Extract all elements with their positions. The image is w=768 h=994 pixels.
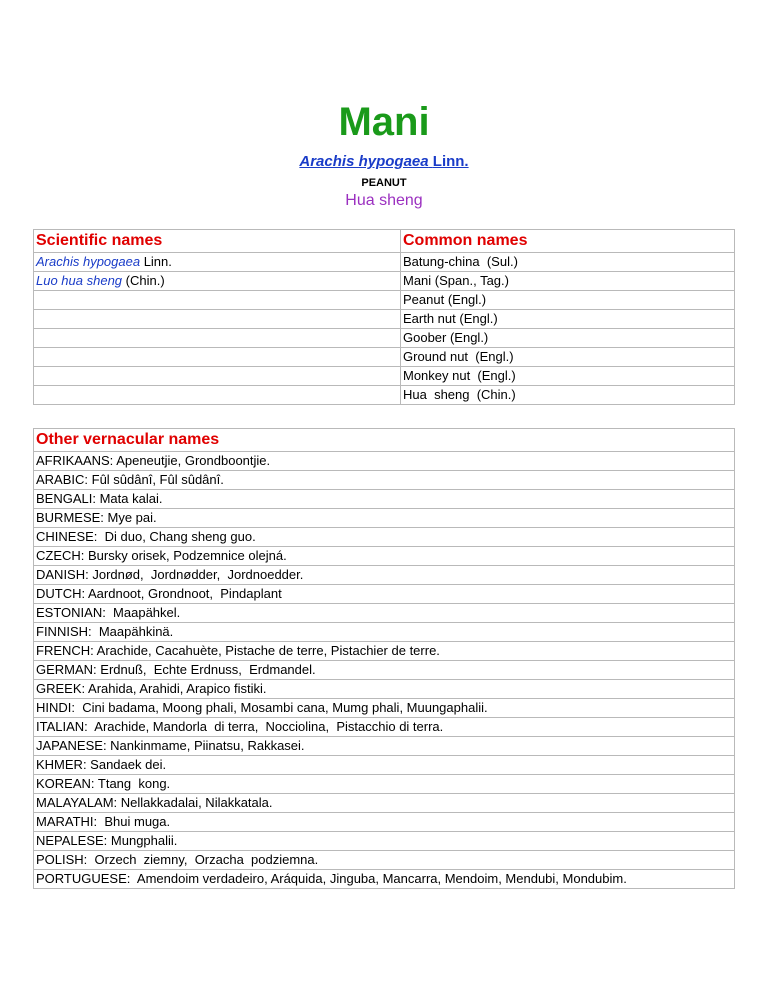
vernacular-header-row — [34, 429, 735, 452]
vernacular-entry: ITALIAN: Arachide, Mandorla di terra, Nocciolina, Pistacchio di terra. — [34, 718, 735, 737]
vernacular-entry: AFRIKAANS: Apeneutjie, Grondboontjie. — [34, 452, 735, 471]
vernacular-table — [33, 428, 735, 889]
vernacular-row — [34, 509, 735, 528]
names-row — [34, 367, 735, 386]
scientific-name-heading — [0, 153, 768, 171]
scientific-name-cell — [34, 272, 401, 291]
common-name-cell: Earth nut (Engl.) — [401, 310, 735, 329]
names-row — [34, 310, 735, 329]
scientific-name-suffix: (Chin.) — [122, 273, 165, 288]
vernacular-row — [34, 490, 735, 509]
vernacular-entry: GREEK: Arahida, Arahidi, Arapico fistiki. — [34, 680, 735, 699]
vernacular-row — [34, 566, 735, 585]
names-row — [34, 272, 735, 291]
common-name-cell: Mani (Span., Tag.) — [401, 272, 735, 291]
vernacular-entry: BENGALI: Mata kalai. — [34, 490, 735, 509]
scientific-name-cell — [34, 253, 401, 272]
vernacular-entry: ESTONIAN: Maapähkel. — [34, 604, 735, 623]
vernacular-entry: JAPANESE: Nankinmame, Piinatsu, Rakkasei. — [34, 737, 735, 756]
vernacular-row — [34, 623, 735, 642]
vernacular-entry: BURMESE: Mye pai. — [34, 509, 735, 528]
scientific-name-cell — [34, 348, 401, 367]
vernacular-entry: GERMAN: Erdnuß, Echte Erdnuss, Erdmandel. — [34, 661, 735, 680]
vernacular-row — [34, 471, 735, 490]
scientific-name-italic: Arachis hypogaea — [36, 254, 141, 269]
vernacular-row — [34, 642, 735, 661]
vernacular-row — [34, 661, 735, 680]
vernacular-row — [34, 813, 735, 832]
page-title: Mani — [338, 100, 430, 144]
vernacular-entry: CHINESE: Di duo, Chang sheng guo. — [34, 528, 735, 547]
vernacular-header: Other vernacular names — [34, 429, 735, 452]
vernacular-entry: DUTCH: Aardnoot, Grondnoot, Pindaplant — [34, 585, 735, 604]
names-table — [33, 229, 735, 405]
vernacular-entry: MALAYALAM: Nellakkadalai, Nilakkatala. — [34, 794, 735, 813]
vernacular-entry: CZECH: Bursky orisek, Podzemnice olejná. — [34, 547, 735, 566]
vernacular-row — [34, 870, 735, 889]
names-row — [34, 386, 735, 405]
english-name: PEANUT — [361, 177, 407, 189]
vernacular-row — [34, 547, 735, 566]
chinese-name: Hua sheng — [345, 192, 423, 209]
vernacular-entry: KOREAN: Ttang kong. — [34, 775, 735, 794]
vernacular-entry: DANISH: Jordnød, Jordnødder, Jordnoedder. — [34, 566, 735, 585]
names-row — [34, 329, 735, 348]
scientific-name-cell — [34, 329, 401, 348]
common-names-header: Common names — [401, 230, 735, 253]
genus-species: Arachis hypogaea — [299, 153, 429, 170]
names-header-row — [34, 230, 735, 253]
vernacular-row — [34, 528, 735, 547]
vernacular-row — [34, 737, 735, 756]
common-name-cell: Goober (Engl.) — [401, 329, 735, 348]
vernacular-entry: FINNISH: Maapähkinä. — [34, 623, 735, 642]
vernacular-entry: KHMER: Sandaek dei. — [34, 756, 735, 775]
scientific-name-italic: Luo hua sheng — [36, 273, 123, 288]
scientific-names-header: Scientific names — [34, 230, 401, 253]
vernacular-row — [34, 794, 735, 813]
names-row — [34, 253, 735, 272]
vernacular-row — [34, 851, 735, 870]
vernacular-entry: ARABIC: Fûl sûdânî, Fûl sûdânî. — [34, 471, 735, 490]
scientific-name-cell — [34, 367, 401, 386]
names-row — [34, 348, 735, 367]
scientific-name-underlined — [299, 153, 468, 170]
scientific-name-cell — [34, 386, 401, 405]
common-name-cell: Peanut (Engl.) — [401, 291, 735, 310]
vernacular-row — [34, 775, 735, 794]
vernacular-row — [34, 585, 735, 604]
vernacular-row — [34, 756, 735, 775]
vernacular-entry: NEPALESE: Mungphalii. — [34, 832, 735, 851]
vernacular-row — [34, 699, 735, 718]
vernacular-entry: POLISH: Orzech ziemny, Orzacha podziemna. — [34, 851, 735, 870]
common-name-cell: Hua sheng (Chin.) — [401, 386, 735, 405]
vernacular-row — [34, 452, 735, 471]
vernacular-row — [34, 680, 735, 699]
vernacular-entry: HINDI: Cini badama, Moong phali, Mosambi cana, Mumg phali, Muungaphalii. — [34, 699, 735, 718]
common-name-cell: Batung-china (Sul.) — [401, 253, 735, 272]
vernacular-entry: MARATHI: Bhui muga. — [34, 813, 735, 832]
vernacular-row — [34, 832, 735, 851]
common-name-cell: Ground nut (Engl.) — [401, 348, 735, 367]
vernacular-entry: FRENCH: Arachide, Cacahuète, Pistache de terre, Pistachier de terre. — [34, 642, 735, 661]
author-abbrev: Linn. — [432, 153, 469, 170]
scientific-name-cell — [34, 291, 401, 310]
names-row — [34, 291, 735, 310]
common-name-cell: Monkey nut (Engl.) — [401, 367, 735, 386]
vernacular-row — [34, 604, 735, 623]
vernacular-entry: PORTUGUESE: Amendoim verdadeiro, Aráquida, Jinguba, Mancarra, Mendoim, Mendubi, Mondubim. — [34, 870, 735, 889]
vernacular-row — [34, 718, 735, 737]
scientific-name-suffix: Linn. — [140, 254, 172, 269]
scientific-name-cell — [34, 310, 401, 329]
